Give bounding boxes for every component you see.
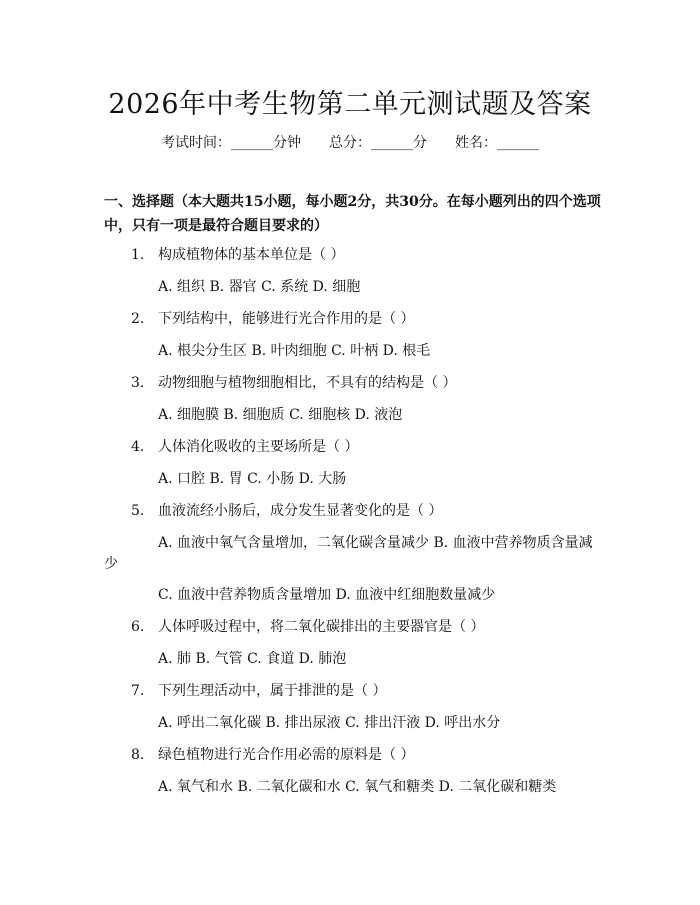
question-5-options: A. 血液中氧气含量增加，二氧化碳含量减少 B. 血液中营养物质含量减 bbox=[158, 535, 593, 551]
question-4-options: A. 口腔 B. 胃 C. 小肠 D. 大肠 bbox=[158, 471, 347, 487]
question-text: 动物细胞与植物细胞相比，不具有的结构是（ ） bbox=[158, 375, 457, 391]
question-3-options: A. 细胞膜 B. 细胞质 C. 细胞核 D. 液泡 bbox=[158, 407, 403, 423]
question-text: 人体消化吸收的主要场所是（ ） bbox=[158, 439, 359, 455]
question-text: 人体呼吸过程中，将二氧化碳排出的主要器官是（ ） bbox=[158, 619, 485, 635]
question-number: 1. bbox=[131, 247, 145, 263]
exam-info-line: 考试时间：______分钟 总分：______分 姓名：______ bbox=[161, 135, 539, 151]
question-number: 7. bbox=[131, 683, 145, 699]
question-text: 下列生理活动中，属于排泄的是（ ） bbox=[158, 683, 387, 699]
question-number: 8. bbox=[131, 747, 145, 763]
question-number: 6. bbox=[131, 619, 145, 635]
question-8 bbox=[131, 744, 414, 764]
question-text: 构成植物体的基本单位是（ ） bbox=[158, 247, 345, 263]
question-number: 3. bbox=[131, 375, 145, 391]
question-6 bbox=[131, 616, 484, 636]
question-8-options: A. 氧气和水 B. 二氧化碳和水 C. 氧气和糖类 D. 二氧化碳和糖类 bbox=[158, 779, 557, 795]
question-6-options: A. 肺 B. 气管 C. 食道 D. 肺泡 bbox=[158, 651, 347, 667]
question-4 bbox=[131, 436, 358, 456]
question-7-options: A. 呼出二氧化碳 B. 排出尿液 C. 排出汗液 D. 呼出水分 bbox=[158, 715, 501, 731]
question-number: 5. bbox=[131, 503, 145, 519]
question-3 bbox=[131, 372, 456, 392]
question-text: 下列结构中，能够进行光合作用的是（ ） bbox=[158, 311, 415, 327]
question-text: 血液流经小肠后，成分发生显著变化的是（ ） bbox=[158, 503, 443, 519]
document-title: 2026年中考生物第二单元测试题及答案 bbox=[108, 89, 592, 120]
question-1 bbox=[131, 244, 344, 264]
question-1-options: A. 组织 B. 器官 C. 系统 D. 细胞 bbox=[158, 279, 361, 295]
question-number: 4. bbox=[131, 439, 145, 455]
question-2-options: A. 根尖分生区 B. 叶肉细胞 C. 叶柄 D. 根毛 bbox=[158, 343, 431, 359]
question-5-options-wrap: 少 bbox=[104, 556, 118, 572]
question-7 bbox=[131, 680, 386, 700]
question-5 bbox=[131, 500, 442, 520]
question-text: 绿色植物进行光合作用必需的原料是（ ） bbox=[158, 747, 415, 763]
section-heading: 一、选择题（本大题共15小题，每小题2分，共30分。在每小题列出的四个选项中，只有一项是最符合题目要求的） bbox=[104, 194, 601, 234]
question-2 bbox=[131, 308, 414, 328]
question-number: 2. bbox=[131, 311, 145, 327]
question-5-options-line-2: C. 血液中营养物质含量增加 D. 血液中红细胞数量减少 bbox=[158, 587, 496, 603]
